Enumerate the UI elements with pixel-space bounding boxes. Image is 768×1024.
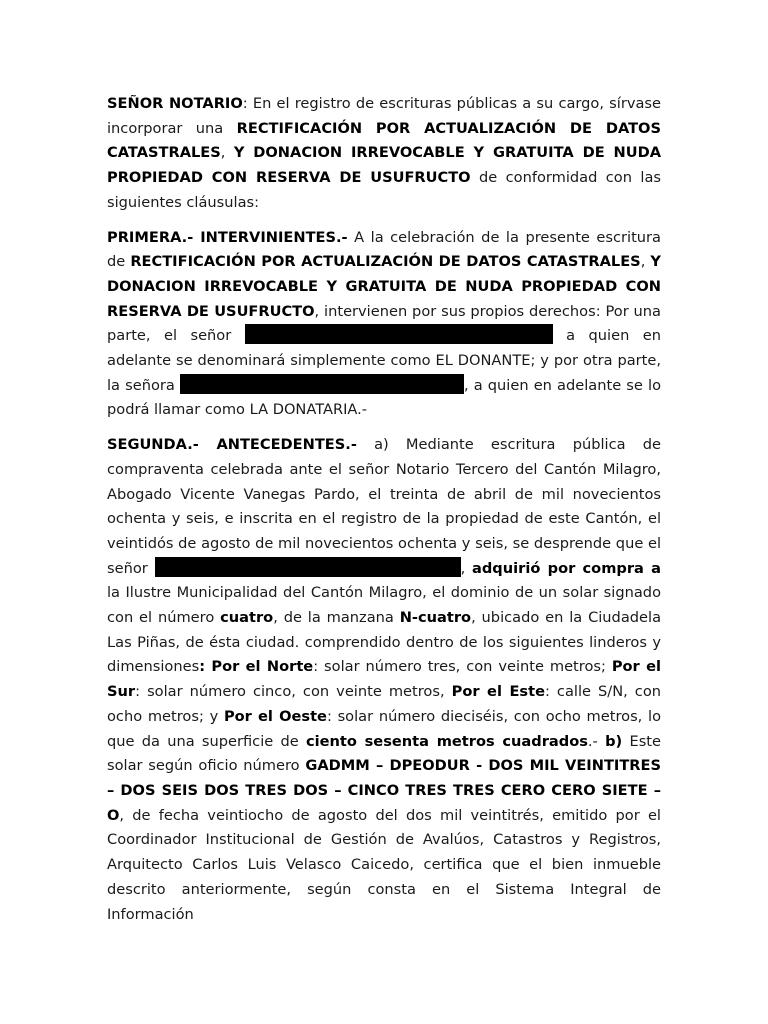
clause-heading: SEGUNDA.- ANTECEDENTES.-: [107, 436, 357, 454]
clause-primera: PRIMERA.- INTERVINIENTES.- A la celebración de la presente escritura de RECTIFICACIÓN POR ACTUALIZACIÓN DE DATOS CATASTRALES, Y DONACION IRREVOCABLE Y GRATUITA DE NUDA PROPIEDAD CON RESERVA DE USUFRUCTO, intervienen por sus propios derechos: Por una parte, el señor a quien en adelante se denominará simplemente como EL DONANTE; y por otra parte, la señora , a quien en adelante se lo podrá llamar como LA DONATARIA.-: [107, 228, 661, 419]
clause-heading: PRIMERA.- INTERVINIENTES.-: [107, 228, 348, 246]
redacted-buyer-name: [155, 557, 461, 577]
redacted-donor-name: [245, 324, 553, 344]
paragraph-intro: SEÑOR NOTARIO: En el registro de escrituras públicas a su cargo, sírvase incorporar una RECTIFICACIÓN POR ACTUALIZACIÓN DE DATOS CATASTRALES, Y DONACION IRREVOCABLE Y GRATUITA DE NUDA PROPIEDAD CON RESERVA DE USUFRUCTO de conformidad con las siguientes cláusulas:: [107, 95, 662, 211]
redacted-donee-name: [180, 374, 464, 394]
document-page: [107, 92, 661, 937]
addressee-heading: SEÑOR NOTARIO: [107, 95, 243, 112]
clause-segunda: SEGUNDA.- ANTECEDENTES.- a) Mediante escritura pública de compraventa celebrada ante el señor Notario Tercero del Cantón Milagro, Abogado Vicente Vanegas Pardo, el treinta de abril de mil novecientos ochenta y seis, e inscrita en el registro de la propiedad de este Cantón, el veintidós de agosto de mil novecientos ochenta y seis, se desprende que el señor , adquirió por compra a la Ilustre Municipalidad del Cantón Milagro, el dominio de un solar signado con el número cuatro, de la manzana N-cuatro, ubicado en la Ciudadela Las Piñas, de ésta ciudad. comprendido dentro de los siguientes linderos y dimensiones: Por el Norte: solar número tres, con veinte metros; Por el Sur: solar número cinco, con veinte metros, Por el Este: calle S/N, con ocho metros; y Por el Oeste: solar número dieciséis, con ocho metros, lo que da una superficie de ciento sesenta metros cuadrados.- b) Este solar según oficio número GADMM – DPEODUR - DOS MIL VEINTITRES – DOS SEIS DOS TRES DOS – CINCO TRES TRES CERO CERO SIETE – O, de fecha veintiocho de agosto del dos mil veintitrés, emitido por el Coordinador Institucional de Gestión de Avalúos, Catastros y Registros, Arquitecto Carlos Luis Velasco Caicedo, certifica que el bien inmueble descrito anteriormente, según consta en el Sistema Integral de Información: [107, 436, 662, 923]
